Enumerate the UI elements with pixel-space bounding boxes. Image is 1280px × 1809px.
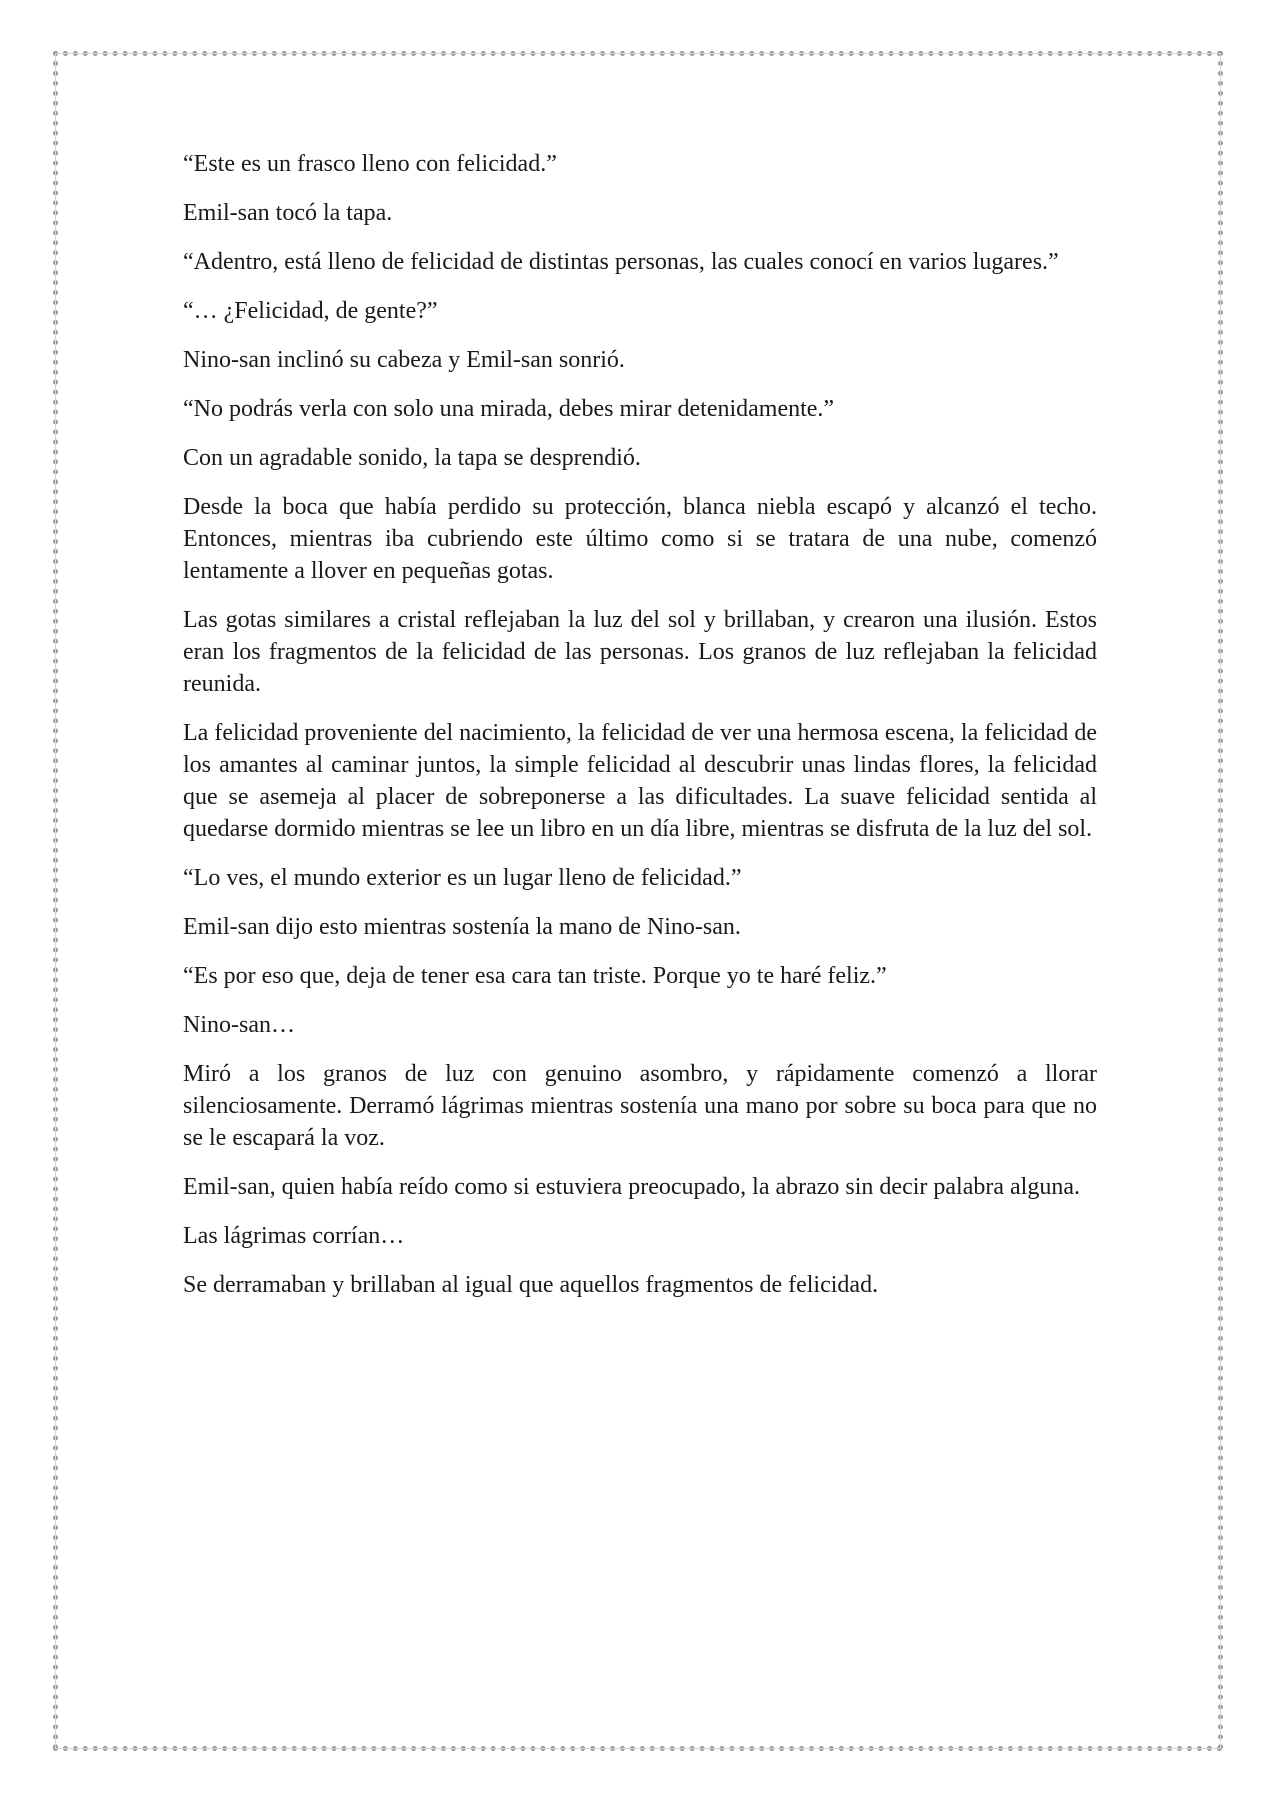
paragraph: Se derramaban y brillaban al igual que aquellos fragmentos de felicidad. xyxy=(183,1272,879,1298)
paragraph: Emil-san tocó la tapa. xyxy=(183,200,393,226)
paragraph: Desde la boca que había perdido su protección, blanca niebla escapó y alcanzó el techo. Entonces, mientras iba cubriendo este último como si se tratara de una nube, comenzó lentamente a llover en pequeñas gotas. xyxy=(183,494,1097,584)
paragraph: Nino-san… xyxy=(183,1012,295,1038)
paragraph: “Lo ves, el mundo exterior es un lugar lleno de felicidad.” xyxy=(183,865,742,891)
paragraph: Las gotas similares a cristal reflejaban la luz del sol y brillaban, y crearon una ilusión. Estos eran los fragmentos de la felicidad de las personas. Los granos de luz reflejaban la felicidad reunida. xyxy=(183,607,1097,697)
paragraph: Nino-san inclinó su cabeza y Emil-san sonrió. xyxy=(183,347,625,373)
paragraph: Con un agradable sonido, la tapa se desprendió. xyxy=(183,445,641,471)
paragraph: Las lágrimas corrían… xyxy=(183,1223,405,1249)
paragraph: “Este es un frasco lleno con felicidad.” xyxy=(183,151,557,177)
paragraph: “Es por eso que, deja de tener esa cara tan triste. Porque yo te haré feliz.” xyxy=(183,963,887,989)
paragraph: Miró a los granos de luz con genuino asombro, y rápidamente comenzó a llorar silenciosamente. Derramó lágrimas mientras sostenía una mano por sobre su boca para que no se le escapará la voz. xyxy=(183,1061,1097,1151)
paragraph: “No podrás verla con solo una mirada, debes mirar detenidamente.” xyxy=(183,396,835,422)
document-body xyxy=(183,148,1097,1318)
paragraph: “… ¿Felicidad, de gente?” xyxy=(183,298,438,324)
paragraph: La felicidad proveniente del nacimiento, la felicidad de ver una hermosa escena, la felicidad de los amantes al caminar juntos, la simple felicidad al descubrir unas lindas flores, la felicidad que se asemeja al placer de sobreponerse a las dificultades. La suave felicidad sentida al quedarse dormido mientras se lee un libro en un día libre, mientras se disfruta de la luz del sol. xyxy=(183,720,1097,842)
paragraph: Emil-san dijo esto mientras sostenía la mano de Nino-san. xyxy=(183,914,741,940)
paragraph: Emil-san, quien había reído como si estuviera preocupado, la abrazo sin decir palabra alguna. xyxy=(183,1174,1080,1200)
paragraph: “Adentro, está lleno de felicidad de distintas personas, las cuales conocí en varios lugares.” xyxy=(183,249,1059,275)
